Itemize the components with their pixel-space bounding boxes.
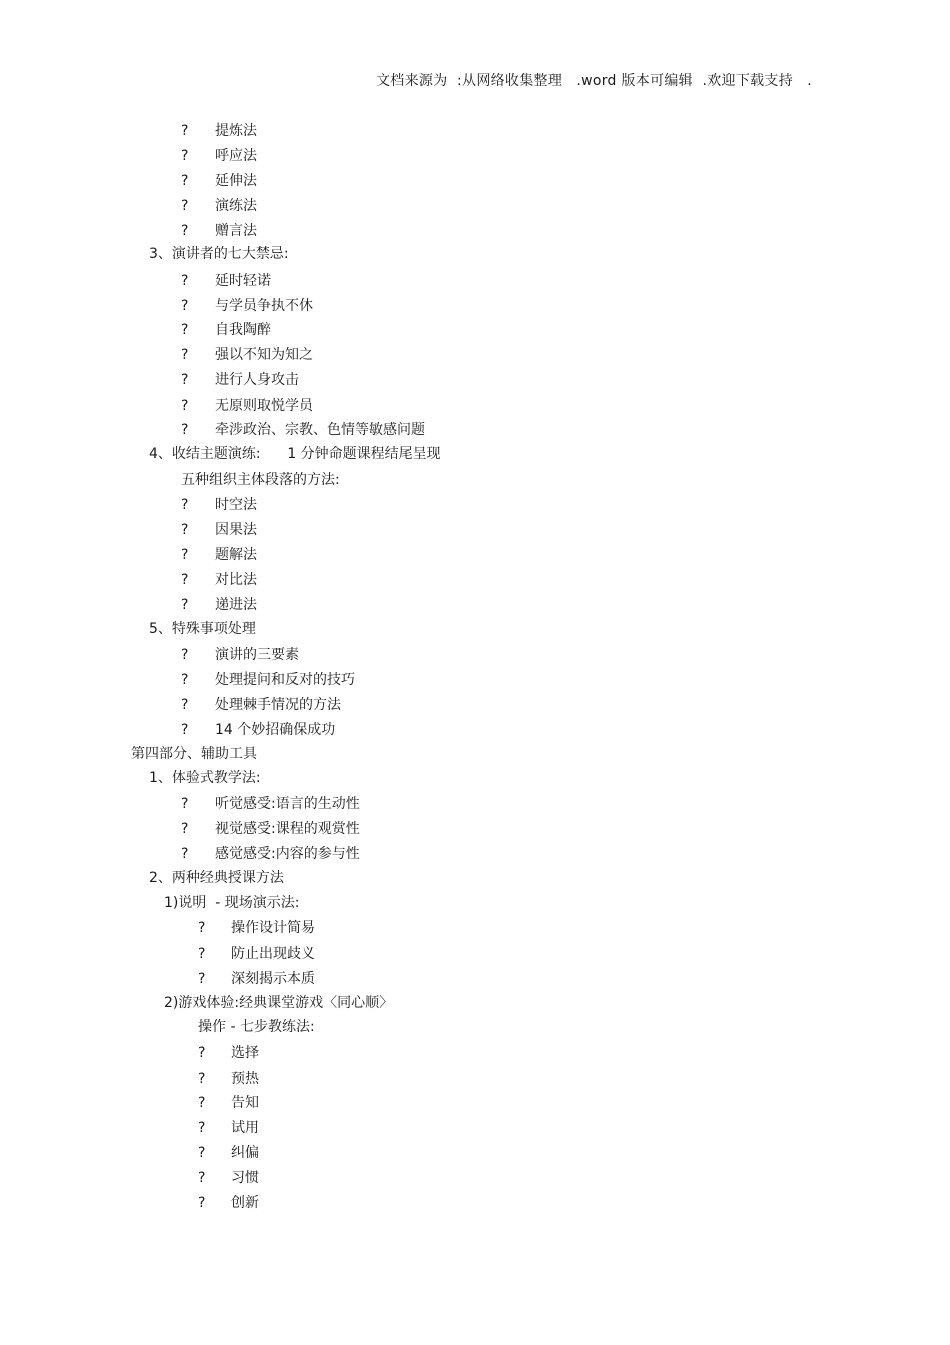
bullet-marker: ? [198,971,206,987]
bullet-text: 因果法 [215,522,257,538]
bullet-marker: ? [198,1170,206,1186]
bullet-text: 听觉感受:语言的生动性 [215,796,360,812]
bullet-text: 处理提问和反对的技巧 [215,672,355,688]
bullet-marker: ? [181,597,189,613]
bullet-marker: ? [181,572,189,588]
bullet-marker: ? [181,497,189,513]
page-header-source-note: 文档来源为 :从网络收集整理 .word 版本可编辑 .欢迎下载支持 . [376,73,813,89]
bullet-marker: ? [181,123,189,139]
bullet-text: 告知 [231,1095,259,1111]
bullet-marker: ? [181,273,189,289]
bullet-text: 演讲的三要素 [215,647,299,663]
bullet-marker: ? [181,298,189,314]
bullet-marker: ? [181,821,189,837]
bullet-text: 题解法 [215,547,257,563]
sub-heading-text: 操作 - 七步教练法: [198,1019,315,1035]
bullet-text: 深刻揭示本质 [231,971,315,987]
bullet-text: 操作设计简易 [231,920,315,936]
bullet-marker: ? [181,697,189,713]
bullet-marker: ? [198,1071,206,1087]
bullet-marker: ? [181,173,189,189]
bullet-marker: ? [181,398,189,414]
bullet-text: 纠偏 [231,1145,259,1161]
bullet-marker: ? [198,1120,206,1136]
bullet-marker: ? [181,846,189,862]
bullet-text: 14 个妙招确保成功 [215,722,336,738]
section-heading-text: 5、特殊事项处理 [149,621,256,637]
bullet-marker: ? [181,148,189,164]
part-heading-text: 第四部分、辅助工具 [131,746,257,762]
bullet-marker: ? [181,647,189,663]
bullet-text: 进行人身攻击 [215,372,299,388]
bullet-text: 创新 [231,1195,259,1211]
bullet-text: 处理棘手情况的方法 [215,697,341,713]
sub-heading-text: 2)游戏体验:经典课堂游戏〈同心顺〉 [164,995,394,1011]
bullet-text: 赠言法 [215,223,257,239]
bullet-text: 试用 [231,1120,259,1136]
sub-heading-text: 五种组织主体段落的方法: [181,472,340,488]
bullet-text: 预热 [231,1071,259,1087]
sub-heading-text: 1)说明 - 现场演示法: [164,895,300,911]
bullet-text: 强以不知为知之 [215,347,313,363]
bullet-text: 牵涉政治、宗教、色情等敏感问题 [215,422,425,438]
section-heading-text: 1、体验式教学法: [149,770,261,786]
bullet-text: 感觉感受:内容的参与性 [215,846,360,862]
bullet-marker: ? [198,946,206,962]
bullet-text: 延时轻诺 [215,273,271,289]
bullet-text: 无原则取悦学员 [215,398,313,414]
bullet-marker: ? [181,547,189,563]
bullet-marker: ? [181,796,189,812]
bullet-marker: ? [181,198,189,214]
bullet-marker: ? [198,1095,206,1111]
bullet-marker: ? [198,1195,206,1211]
bullet-text: 视觉感受:课程的观赏性 [215,821,360,837]
bullet-marker: ? [181,372,189,388]
bullet-marker: ? [181,223,189,239]
bullet-text: 延伸法 [215,173,257,189]
bullet-marker: ? [181,672,189,688]
bullet-text: 提炼法 [215,123,257,139]
bullet-text: 递进法 [215,597,257,613]
bullet-text: 选择 [231,1045,259,1061]
section-heading-text: 3、演讲者的七大禁忌: [149,246,289,262]
bullet-marker: ? [198,1145,206,1161]
bullet-text: 自我陶醉 [215,322,271,338]
section-heading-text: 2、两种经典授课方法 [149,870,284,886]
bullet-text: 呼应法 [215,148,257,164]
bullet-text: 防止出现歧义 [231,946,315,962]
bullet-marker: ? [181,722,189,738]
bullet-text: 时空法 [215,497,257,513]
section-heading-text: 4、收结主题演练: 1 分钟命题课程结尾呈现 [149,446,441,462]
bullet-marker: ? [181,422,189,438]
bullet-text: 与学员争执不休 [215,298,313,314]
bullet-marker: ? [198,920,206,936]
bullet-marker: ? [181,347,189,363]
bullet-text: 习惯 [231,1170,259,1186]
bullet-marker: ? [181,522,189,538]
bullet-text: 对比法 [215,572,257,588]
bullet-text: 演练法 [215,198,257,214]
bullet-marker: ? [198,1045,206,1061]
bullet-marker: ? [181,322,189,338]
